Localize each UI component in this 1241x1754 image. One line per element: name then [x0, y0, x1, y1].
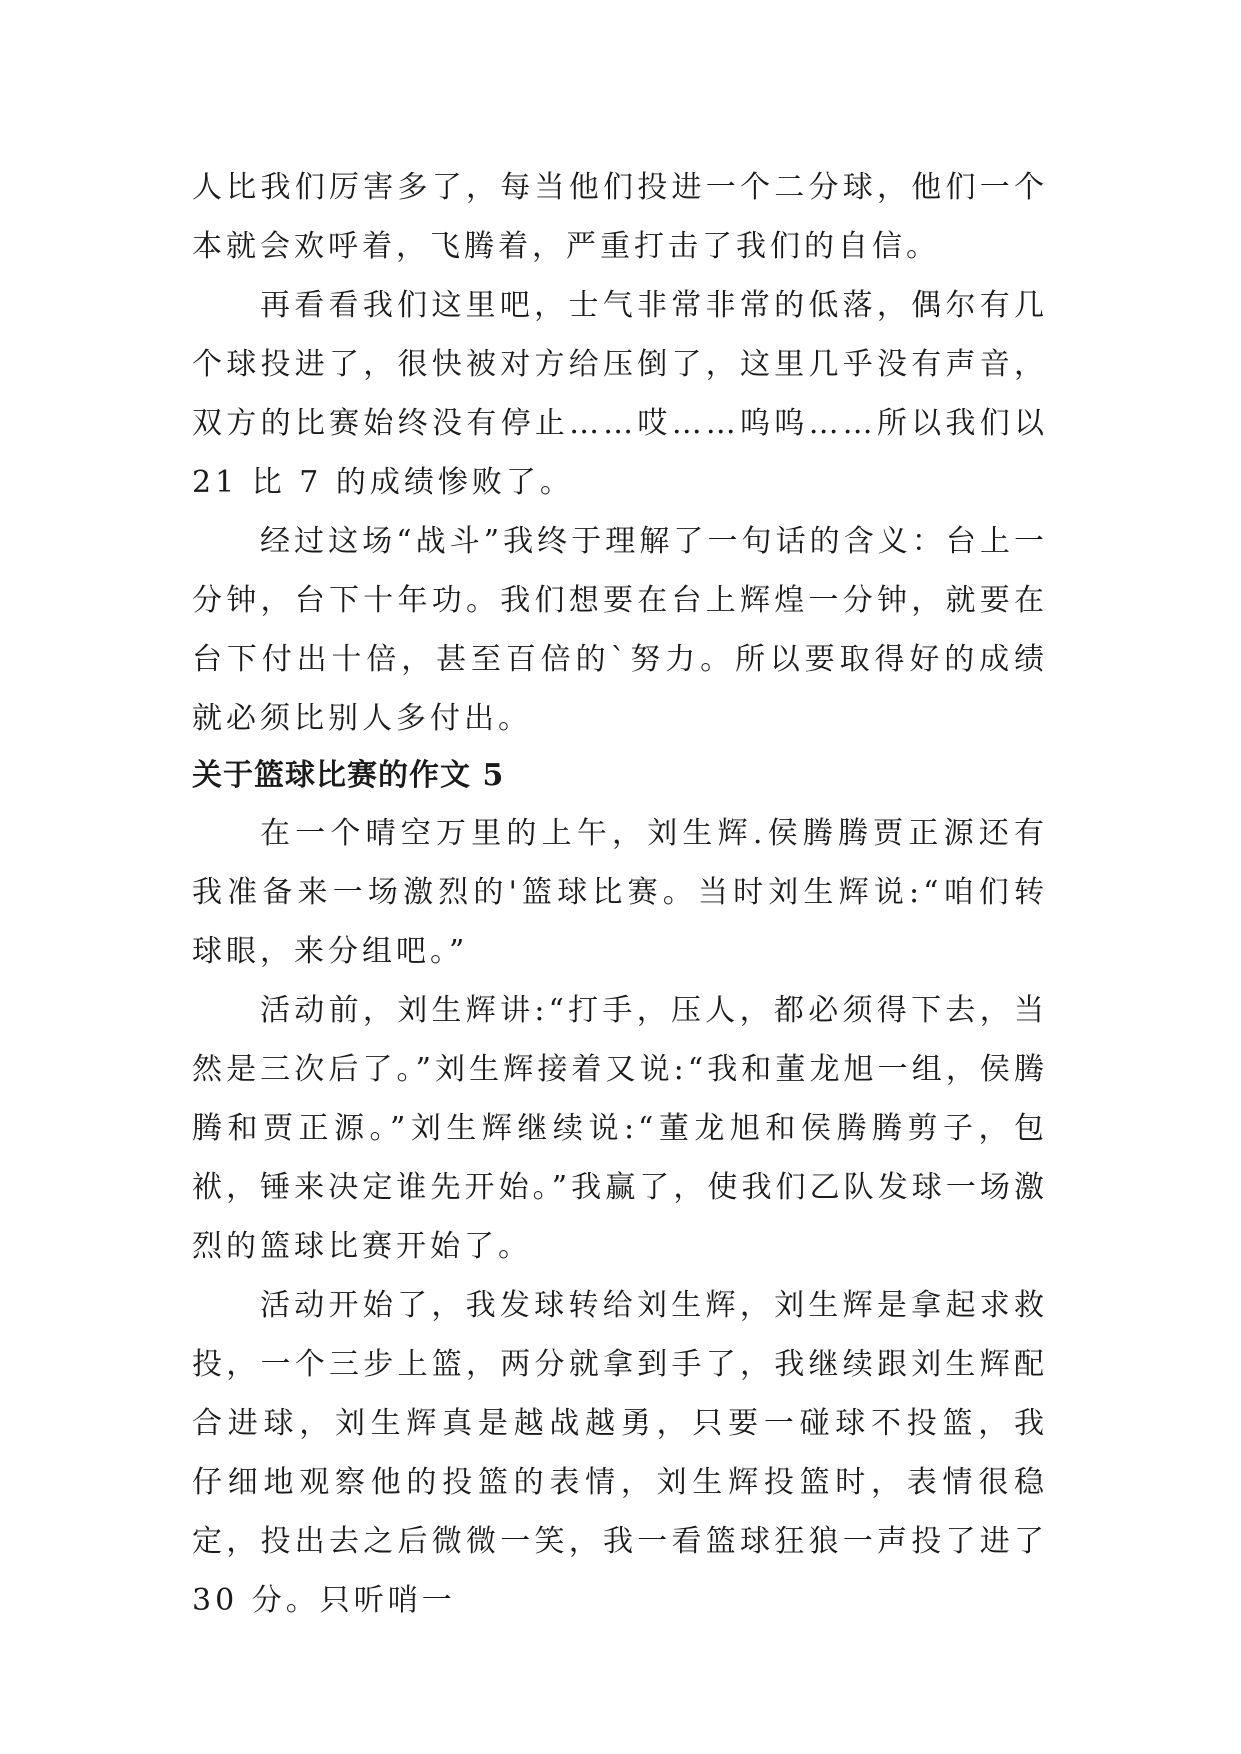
- paragraph: 人比我们厉害多了，每当他们投进一个二分球，他们一个本就会欢呼着，飞腾着，严重打击了我们的自信。: [192, 170, 1048, 264]
- paragraph: 再看看我们这里吧，士气非常非常的低落，偶尔有几个球投进了，很快被对方给压倒了，这里几乎没有声音，双方的比赛始终没有停止……哎……呜呜……所以我们以 21 比 7 的成绩惨败了。: [192, 288, 1048, 500]
- paragraph: 活动前，刘生辉讲:“打手，压人，都必须得下去，当然是三次后了。”刘生辉接着又说:“我和董龙旭一组，侯腾腾和贾正源。”刘生辉继续说:“董龙旭和侯腾腾剪子，包袱，锤来决定谁先开始。”我赢了，使我们乙队发球一场激烈的篮球比赛开始了。: [192, 993, 1048, 1264]
- section-title: 关于篮球比赛的作文 5: [192, 758, 505, 793]
- paragraph: 在一个晴空万里的上午，刘生辉.侯腾腾贾正源还有我准备来一场激烈的'篮球比赛。当时刘生辉说:“咱们转球眼，来分组吧。”: [192, 816, 1048, 969]
- paragraph: 活动开始了，我发球转给刘生辉，刘生辉是拿起求救投，一个三步上篮，两分就拿到手了，我继续跟刘生辉配合进球，刘生辉真是越战越勇，只要一碰球不投篮，我 仔细地观察他的投篮的表情，刘生辉投篮时，表情很稳定，投出去之后微微一笑，我一看篮球狂狼一声投了进了 30 分。只听哨一: [192, 1288, 1048, 1618]
- paragraph: 经过这场“战斗”我终于理解了一句话的含义：台上一分钟，台下十年功。我们想要在台上辉煌一分钟，就要在台下付出十倍，甚至百倍的`努力。所以要取得好的成绩就必须比别人多付出。: [192, 524, 1048, 736]
- document-page: [192, 158, 1048, 1630]
